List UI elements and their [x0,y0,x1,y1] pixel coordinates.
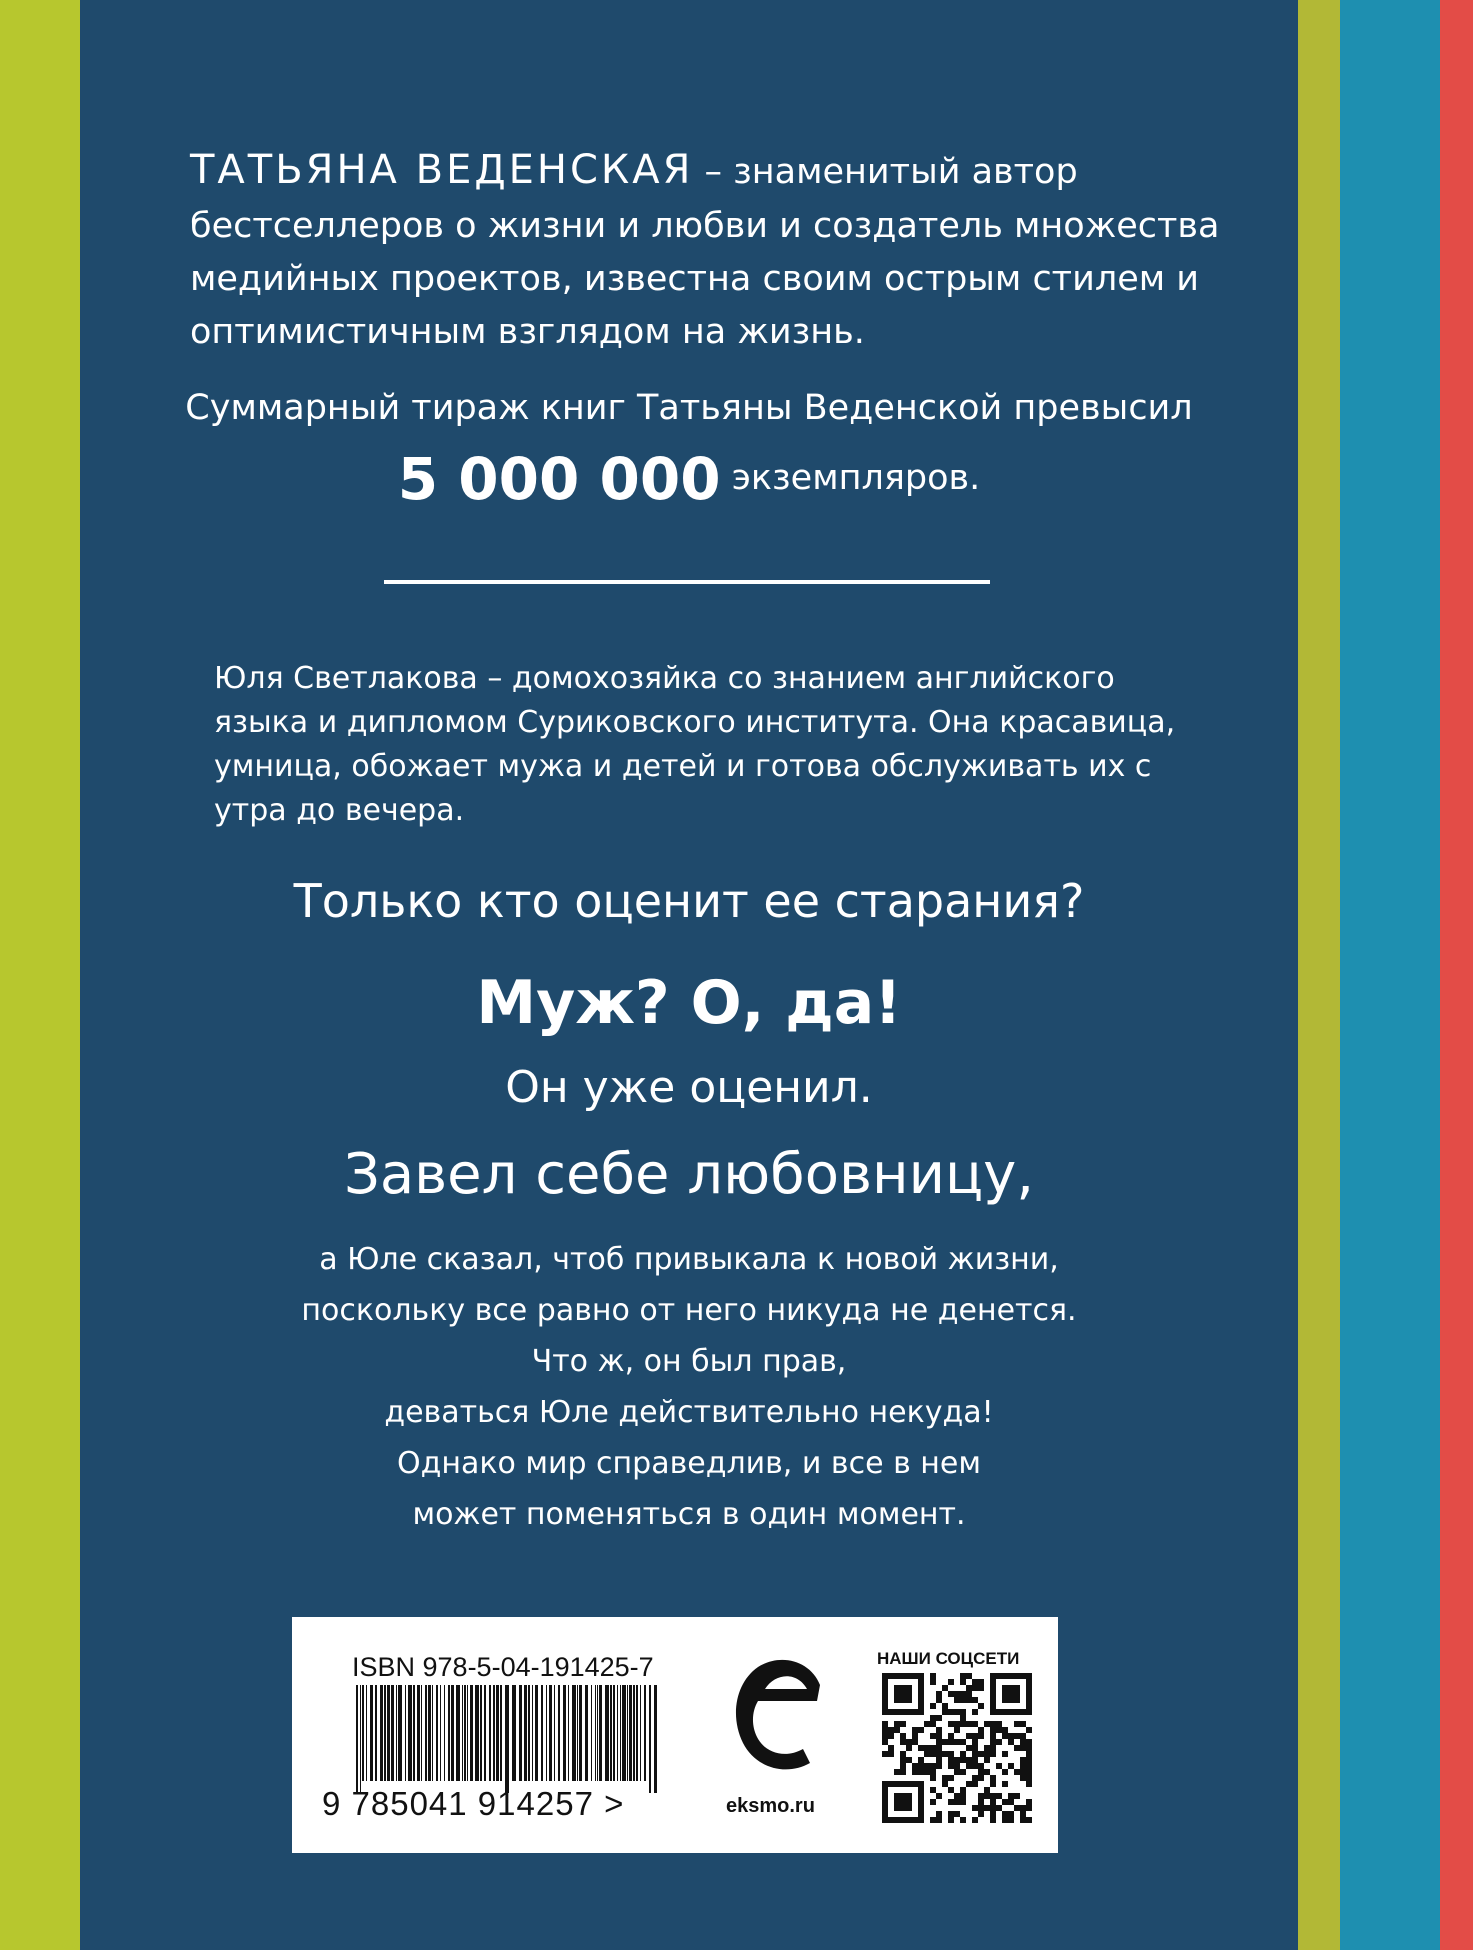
barcode-image [356,1685,660,1793]
teaser-body-line: поскольку все равно от него никуда не денется. [301,1293,1077,1328]
qr-code-image [882,1673,1032,1823]
section-divider [384,580,990,584]
bio-line-4: оптимистичным взглядом на жизнь. [190,312,865,352]
publisher-site: eksmo.ru [726,1795,815,1817]
teaser-answer: Муж? О, да! [476,968,902,1038]
teaser-body-line: а Юле сказал, чтоб привыкала к новой жизни, [319,1242,1059,1277]
circulation-unit: экземпляров. [720,458,981,498]
teaser-question: Только кто оценит ее старания? [293,874,1085,928]
plot-paragraph: Юля Светлакова – домохозяйка со знанием английского языка и дипломом Суриковского института. Она красавица, умница, обожает мужа и детей и готова обслуживать их с утра до вечера. [214,661,1176,828]
social-label: НАШИ СОЦСЕТИ [877,1649,1020,1668]
cyan-color-band [1340,0,1440,1950]
circulation-number-line [80,445,1298,513]
eksmo-logo-icon [725,1645,835,1785]
circulation-line: Суммарный тираж книг Татьяны Веденской превысил [185,388,1193,428]
bio-line-2: бестселлеров о жизни и любви и создатель множества [190,206,1220,246]
bio-line-3: медийных проектов, известна своим острым стилем и [190,259,1200,299]
bio-line-1: ТАТЬЯНА ВЕДЕНСКАЯ – знаменитый автор [190,147,1078,193]
isbn-label: ISBN 978-5-04-191425-7 [352,1652,654,1682]
teaser-body-line: Что ж, он был прав, [531,1344,847,1379]
olive-color-band [1298,0,1340,1950]
author-name: ТАТЬЯНА ВЕДЕНСКАЯ [190,147,694,193]
circulation-number: 5 000 000 [397,445,721,513]
red-color-band [1440,0,1473,1950]
isbn-box [292,1617,1058,1853]
teaser-body-line: может поменяться в один момент. [412,1497,966,1532]
teaser-body-line: Однако мир справедлив, и все в нем [396,1446,982,1481]
teaser-body-line: деваться Юле действительно некуда! [384,1395,994,1430]
teaser-line-4: Завел себе любовницу, [343,1142,1035,1207]
barcode-digits: 9 785041 914257 > [322,1785,625,1822]
left-color-band [0,0,80,1950]
teaser-line-3: Он уже оценил. [505,1062,873,1113]
